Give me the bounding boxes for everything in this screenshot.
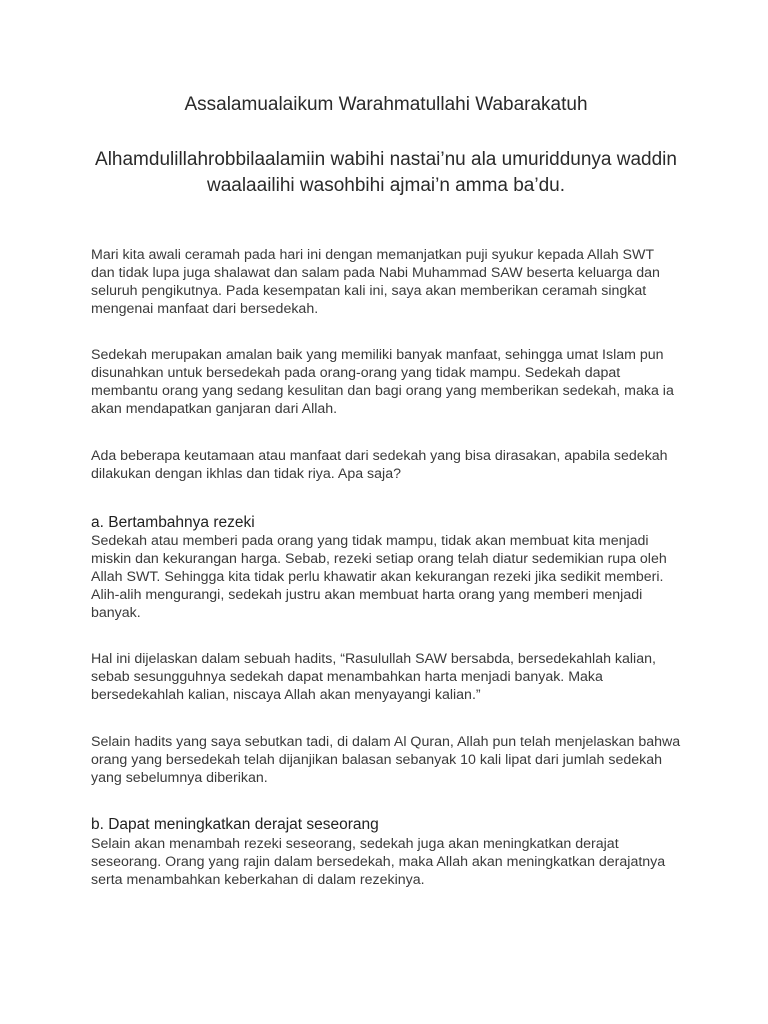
section-a-paragraph-3: Selain hadits yang saya sebutkan tadi, di dalam Al Quran, Allah pun telah menjelaskan bahwa orang yang bersedekah telah dijanjikan balasan sebanyak 10 kali lipat dari jumlah sedekah yang sebelumnya diberikan.	[91, 734, 681, 786]
section-a-paragraph-2: Hal ini dijelaskan dalam sebuah hadits, “Rasulullah SAW bersabda, bersedekahlah kalian, sebab sesungguhnya sedekah dapat menambahkan harta menjadi banyak. Maka bersedekahlah kalian, niscaya Allah akan menyayangi kalian.”	[91, 651, 656, 703]
document-title: Assalamualaikum Warahmatullahi Wabarakatuh	[184, 94, 588, 115]
document-subtitle: Alhamdulillahrobbilaalamiin wabihi nastai’nu ala umuriddunya waddin waalaailihi wasohbihi ajmai’n amma ba’du.	[95, 149, 677, 196]
section-a-paragraph-1: Sedekah atau memberi pada orang yang tidak mampu, tidak akan membuat kita menjadi miskin dan kekurangan harga. Sebab, rezeki setiap orang telah diatur sedemikian rupa oleh Allah SWT. Sehingga kita tidak perlu khawatir akan kekurangan rezeki jika sedikit memberi. Alih-alih mengurangi, sedekah justru akan membuat harta orang yang memberi menjadi banyak.	[91, 533, 667, 621]
intro-paragraph-2: Sedekah merupakan amalan baik yang memiliki banyak manfaat, sehingga umat Islam pun disunahkan untuk bersedekah pada orang-orang yang tidak mampu. Sedekah dapat membantu orang yang sedang kesulitan dan bagi orang yang memberikan sedekah, maka ia akan mendapatkan ganjaran dari Allah.	[91, 347, 674, 417]
intro-paragraph-3: Ada beberapa keutamaan atau manfaat dari sedekah yang bisa dirasakan, apabila sedekah dilakukan dengan ikhlas dan tidak riya. Apa saja?	[91, 448, 668, 482]
section-b-heading: b. Dapat meningkatkan derajat seseorang	[91, 816, 379, 833]
section-a-heading: a. Bertambahnya rezeki	[91, 514, 255, 531]
intro-paragraph-1: Mari kita awali ceramah pada hari ini dengan memanjatkan puji syukur kepada Allah SWT dan tidak lupa juga shalawat dan salam pada Nabi Muhammad SAW beserta keluarga dan seluruh pengikutnya. Pada kesempatan kali ini, saya akan memberikan ceramah singkat mengenai manfaat dari bersedekah.	[91, 247, 660, 317]
section-b-paragraph-1: Selain akan menambah rezeki seseorang, sedekah juga akan meningkatkan derajat seseorang. Orang yang rajin dalam bersedekah, maka Allah akan meningkatkan derajatnya serta menambahkan keberkahan di dalam rezekinya.	[91, 836, 666, 888]
